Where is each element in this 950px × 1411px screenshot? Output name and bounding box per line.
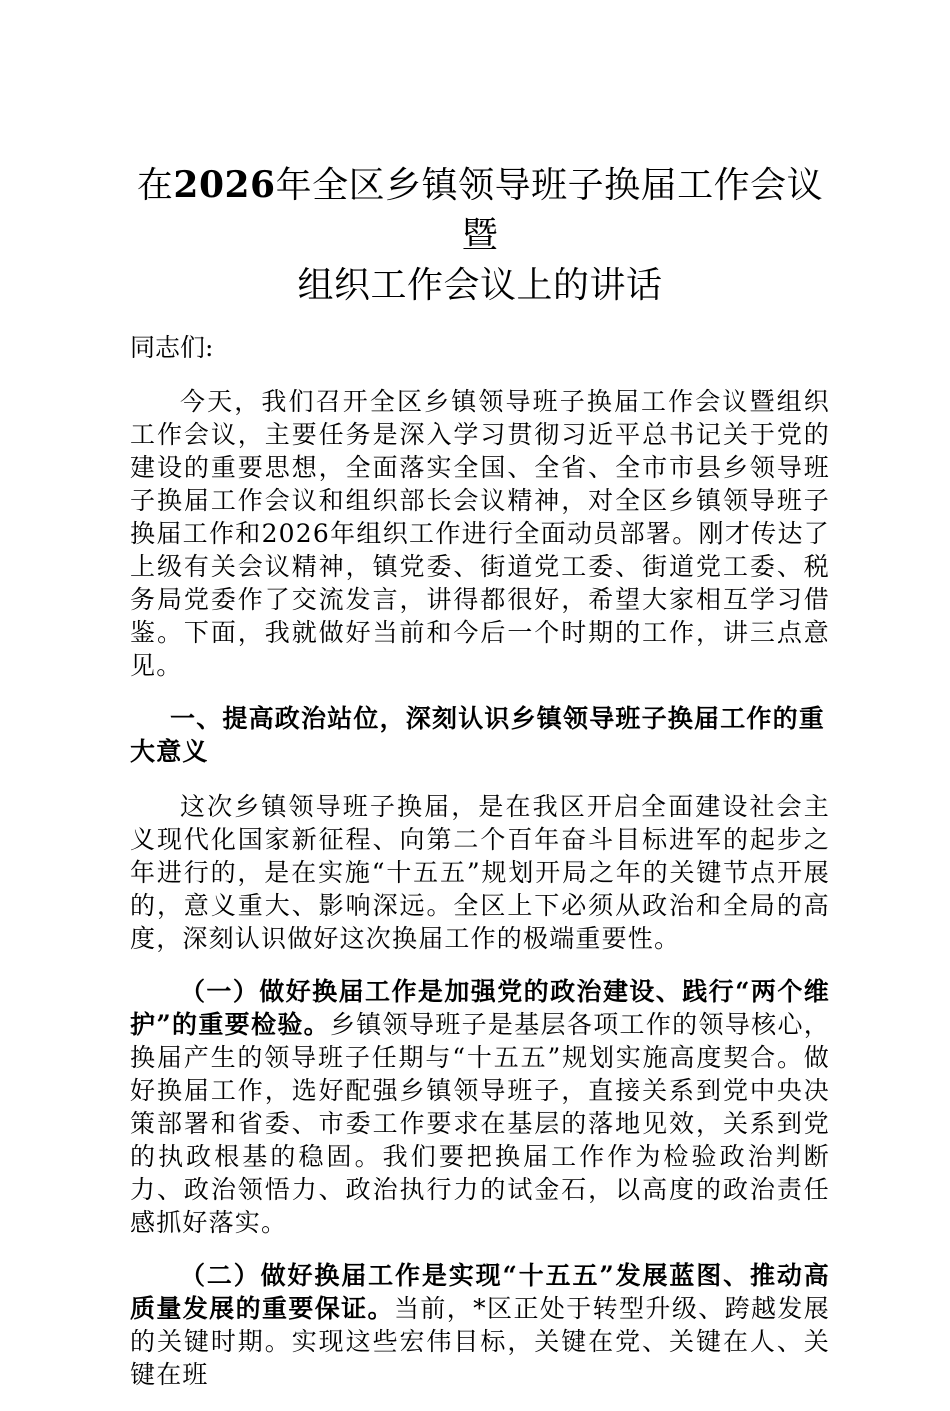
section1-heading: 一、提高政治站位，深刻认识乡镇领导班子换届工作的重大意义 [130, 704, 826, 766]
title-line2: 组织工作会议上的讲话 [297, 265, 663, 306]
point1-paragraph [130, 975, 830, 1239]
title-line1-rest: 年全区乡镇领导班子换届工作会议暨 [275, 165, 824, 256]
point1-lead: （一）做好换届工作是加强党的政治建设、践行“两个维护”的重要检验。 [130, 977, 830, 1039]
document-page [130, 160, 830, 1411]
title-prefix: 在 [136, 165, 174, 206]
point1-body: 乡镇领导班子是基层各项工作的领导核心，换届产生的领导班子任期与“十五五”规划实施高度契合。做好换届工作，选好配强乡镇领导班子，直接关系到党中央决策部署和省委、市委工作要求在基层的落地见效，关系到党的执政根基的稳固。我们要把换届工作作为检验政治判断力、政治领悟力、政治执行力的试金石，以高度的政治责任感抓好落实。 [130, 1010, 830, 1237]
section1-paragraph: 这次乡镇领导班子换届，是在我区开启全面建设社会主义现代化国家新征程、向第二个百年奋斗目标进军的起步之年进行的，是在实施“十五五”规划开局之年的关键节点开展的，意义重大、影响深远。全区上下必须从政治和全局的高度，深刻认识做好这次换届工作的极端重要性。 [130, 792, 830, 953]
point2-lead: （二）做好换届工作是实现“十五五”发展蓝图、推动高质量发展的重要保证。 [130, 1261, 830, 1323]
document-title [130, 160, 830, 311]
salutation: 同志们: [130, 333, 214, 362]
title-year: 2026 [173, 164, 276, 206]
point2-body: 当前，*区正处于转型升级、跨越发展的关键时期。实现这些宏伟目标，关键在党、关键在人、关键在班 [130, 1294, 830, 1389]
point2-paragraph [130, 1259, 830, 1391]
intro-paragraph: 今天，我们召开全区乡镇领导班子换届工作会议暨组织工作会议，主要任务是深入学习贯彻习近平总书记关于党的建设的重要思想，全面落实全国、全省、全市市县乡领导班子换届工作会议和组织部长会议精神，对全区乡镇领导班子换届工作和2026年组织工作进行全面动员部署。刚才传达了上级有关会议精神，镇党委、街道党工委、街道党工委、税务局党委作了交流发言，讲得都很好，希望大家相互学习借鉴。下面，我就做好当前和今后一个时期的工作，讲三点意见。 [130, 387, 830, 680]
